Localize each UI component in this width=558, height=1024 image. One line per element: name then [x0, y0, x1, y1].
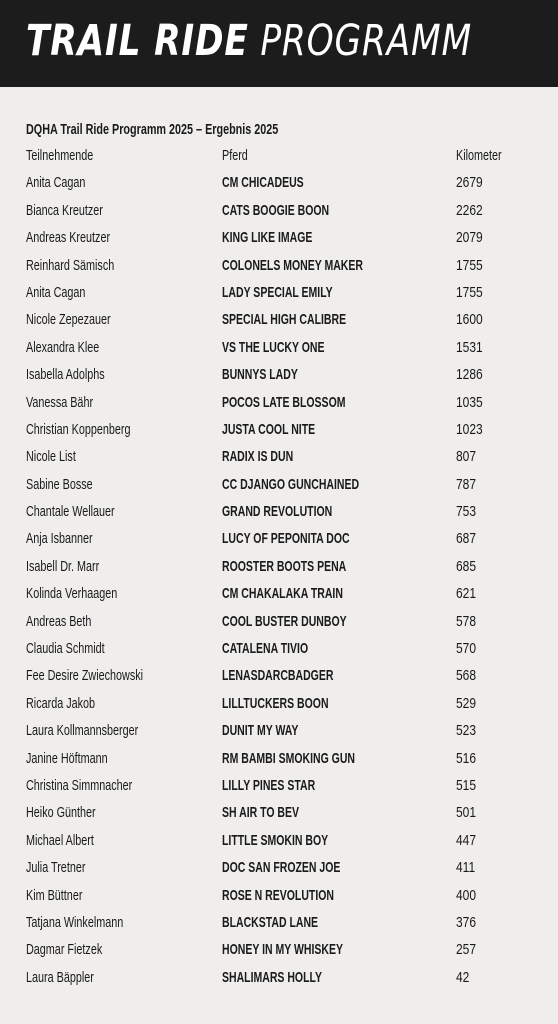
- table-cell-name: Laura Kollmannsberger: [26, 722, 139, 740]
- table-row: [26, 608, 546, 635]
- page-title: [26, 16, 472, 66]
- table-cell-horse: RM BAMBI SMOKING GUN: [222, 749, 355, 767]
- table-cell-km: 570: [456, 640, 477, 658]
- table-cell-name: Anita Cagan: [26, 283, 86, 301]
- table-row: [26, 936, 546, 963]
- table-cell-km: 753: [456, 503, 477, 521]
- table-cell-name: Isabella Adolphs: [26, 366, 105, 384]
- table-cell-horse: LUCY OF PEPONITA DOC: [222, 530, 350, 548]
- table-cell-name: Anita Cagan: [26, 174, 86, 192]
- table-cell-km: 787: [456, 475, 477, 493]
- table-cell-name: Heiko Günther: [26, 804, 96, 822]
- table-cell-name: Julia Tretner: [26, 859, 86, 877]
- table-row: [26, 443, 546, 470]
- table-row: [26, 827, 546, 854]
- table-row: [26, 635, 546, 662]
- table-row: [26, 279, 546, 306]
- table-cell-km: 578: [456, 612, 477, 630]
- table-cell-name: Christina Simmnacher: [26, 776, 133, 794]
- table-cell-name: Bianca Kreutzer: [26, 201, 103, 219]
- table-row: [26, 525, 546, 552]
- table-cell-name: Michael Albert: [26, 831, 94, 849]
- table-cell-name: Nicole Zepezauer: [26, 311, 111, 329]
- table-cell-km: 411: [456, 859, 476, 877]
- results-subtitle-text: DQHA Trail Ride Programm 2025 – Ergebnis 2025: [26, 121, 279, 138]
- column-header-kilometer: Kilometer: [456, 147, 502, 164]
- table-row: [26, 854, 546, 881]
- table-cell-horse: COLONELS MONEY MAKER: [222, 256, 363, 274]
- table-cell-horse: SPECIAL HIGH CALIBRE: [222, 311, 347, 329]
- table-header-row: [26, 142, 546, 169]
- table-cell-km: 2262: [456, 201, 483, 219]
- table-cell-km: 400: [456, 886, 477, 904]
- table-cell-name: Dagmar Fietzek: [26, 941, 103, 959]
- table-row: [26, 553, 546, 580]
- table-cell-horse: LILLTUCKERS BOON: [222, 694, 329, 712]
- table-cell-km: 1023: [456, 420, 483, 438]
- table-cell-name: Fee Desire Zwiechowski: [26, 667, 144, 685]
- table-cell-name: Andreas Kreutzer: [26, 229, 111, 247]
- table-cell-horse: CATALENA TIVIO: [222, 640, 309, 658]
- table-cell-km: 1531: [456, 338, 483, 356]
- table-cell-km: 447: [456, 831, 477, 849]
- table-row: [26, 882, 546, 909]
- table-cell-name: Claudia Schmidt: [26, 640, 105, 658]
- table-cell-horse: DUNIT MY WAY: [222, 722, 299, 740]
- table-row: [26, 690, 546, 717]
- table-cell-horse: ROOSTER BOOTS PENA: [222, 557, 347, 575]
- table-row: [26, 197, 546, 224]
- table-cell-km: 1035: [456, 393, 483, 411]
- table-row: [26, 471, 546, 498]
- table-cell-horse: JUSTA COOL NITE: [222, 420, 316, 438]
- table-cell-km: 1600: [456, 311, 483, 329]
- table-cell-name: Tatjana Winkelmann: [26, 913, 124, 931]
- table-cell-name: Christian Koppenberg: [26, 420, 131, 438]
- table-row: [26, 772, 546, 799]
- table-cell-name: Isabell Dr. Marr: [26, 557, 100, 575]
- table-row: [26, 334, 546, 361]
- table-cell-km: 1755: [456, 283, 483, 301]
- table-cell-horse: CM CHAKALAKA TRAIN: [222, 585, 343, 603]
- table-cell-km: 1286: [456, 366, 483, 384]
- table-cell-horse: LENASDARCBADGER: [222, 667, 334, 685]
- table-cell-horse: ROSE N REVOLUTION: [222, 886, 335, 904]
- table-cell-km: 687: [456, 530, 477, 548]
- table-cell-km: 807: [456, 448, 477, 466]
- table-cell-name: Ricarda Jakob: [26, 694, 96, 712]
- table-cell-km: 621: [456, 585, 477, 603]
- table-cell-horse: BUNNYS LADY: [222, 366, 298, 384]
- table-cell-name: Chantale Wellauer: [26, 503, 115, 521]
- table-cell-horse: KING LIKE IMAGE: [222, 229, 313, 247]
- table-cell-horse: CM CHICADEUS: [222, 174, 304, 192]
- table-cell-horse: GRAND REVOLUTION: [222, 503, 333, 521]
- table-cell-horse: RADIX IS DUN: [222, 448, 294, 466]
- table-cell-horse: SHALIMARS HOLLY: [222, 968, 322, 986]
- table-row: [26, 964, 546, 991]
- header-banner: [0, 0, 558, 87]
- page-title-bold: TRAIL RIDE: [26, 16, 249, 66]
- table-row: [26, 416, 546, 443]
- table-cell-km: 516: [456, 749, 477, 767]
- table-cell-name: Alexandra Klee: [26, 338, 100, 356]
- table-row: [26, 909, 546, 936]
- table-cell-name: Laura Bäppler: [26, 968, 94, 986]
- table-row: [26, 169, 546, 196]
- table-cell-name: Sabine Bosse: [26, 475, 93, 493]
- table-row: [26, 389, 546, 416]
- table-cell-km: 568: [456, 667, 477, 685]
- table-cell-km: 2079: [456, 229, 483, 247]
- table-cell-name: Vanessa Bähr: [26, 393, 94, 411]
- table-row: [26, 745, 546, 772]
- table-cell-horse: LADY SPECIAL EMILY: [222, 283, 333, 301]
- table-cell-horse: POCOS LATE BLOSSOM: [222, 393, 346, 411]
- table-row: [26, 799, 546, 826]
- results-content: [26, 118, 546, 991]
- table-cell-name: Nicole List: [26, 448, 76, 466]
- table-cell-km: 376: [456, 913, 477, 931]
- table-cell-name: Janine Höftmann: [26, 749, 108, 767]
- table-cell-horse: LITTLE SMOKIN BOY: [222, 831, 329, 849]
- table-cell-horse: BLACKSTAD LANE: [222, 913, 319, 931]
- table-cell-horse: DOC SAN FROZEN JOE: [222, 859, 341, 877]
- table-cell-horse: COOL BUSTER DUNBOY: [222, 612, 347, 630]
- table-cell-horse: LILLY PINES STAR: [222, 776, 316, 794]
- table-cell-horse: SH AIR TO BEV: [222, 804, 300, 822]
- column-header-horse: Pferd: [222, 147, 248, 164]
- table-cell-name: Anja Isbanner: [26, 530, 93, 548]
- table-row: [26, 498, 546, 525]
- table-row: [26, 580, 546, 607]
- table-cell-name: Andreas Beth: [26, 612, 92, 630]
- table-cell-km: 1755: [456, 256, 483, 274]
- table-cell-km: 2679: [456, 174, 483, 192]
- results-table-body: [26, 169, 546, 991]
- table-cell-km: 515: [456, 776, 477, 794]
- table-cell-horse: VS THE LUCKY ONE: [222, 338, 325, 356]
- page-title-light: PROGRAMM: [260, 16, 472, 66]
- column-header-participant: Teilnehmende: [26, 147, 94, 164]
- table-cell-km: 523: [456, 722, 477, 740]
- table-cell-name: Reinhard Sämisch: [26, 256, 115, 274]
- table-row: [26, 662, 546, 689]
- table-cell-horse: HONEY IN MY WHISKEY: [222, 941, 343, 959]
- results-subtitle: [26, 118, 546, 142]
- table-cell-name: Kim Büttner: [26, 886, 83, 904]
- table-cell-name: Kolinda Verhaagen: [26, 585, 118, 603]
- table-cell-horse: CATS BOOGIE BOON: [222, 201, 330, 219]
- table-cell-horse: CC DJANGO GUNCHAINED: [222, 475, 360, 493]
- table-row: [26, 252, 546, 279]
- table-cell-km: 257: [456, 941, 477, 959]
- table-row: [26, 306, 546, 333]
- table-row: [26, 361, 546, 388]
- table-cell-km: 501: [456, 804, 477, 822]
- table-row: [26, 224, 546, 251]
- table-cell-km: 42: [456, 968, 470, 986]
- table-cell-km: 685: [456, 557, 477, 575]
- table-row: [26, 717, 546, 744]
- table-cell-km: 529: [456, 694, 477, 712]
